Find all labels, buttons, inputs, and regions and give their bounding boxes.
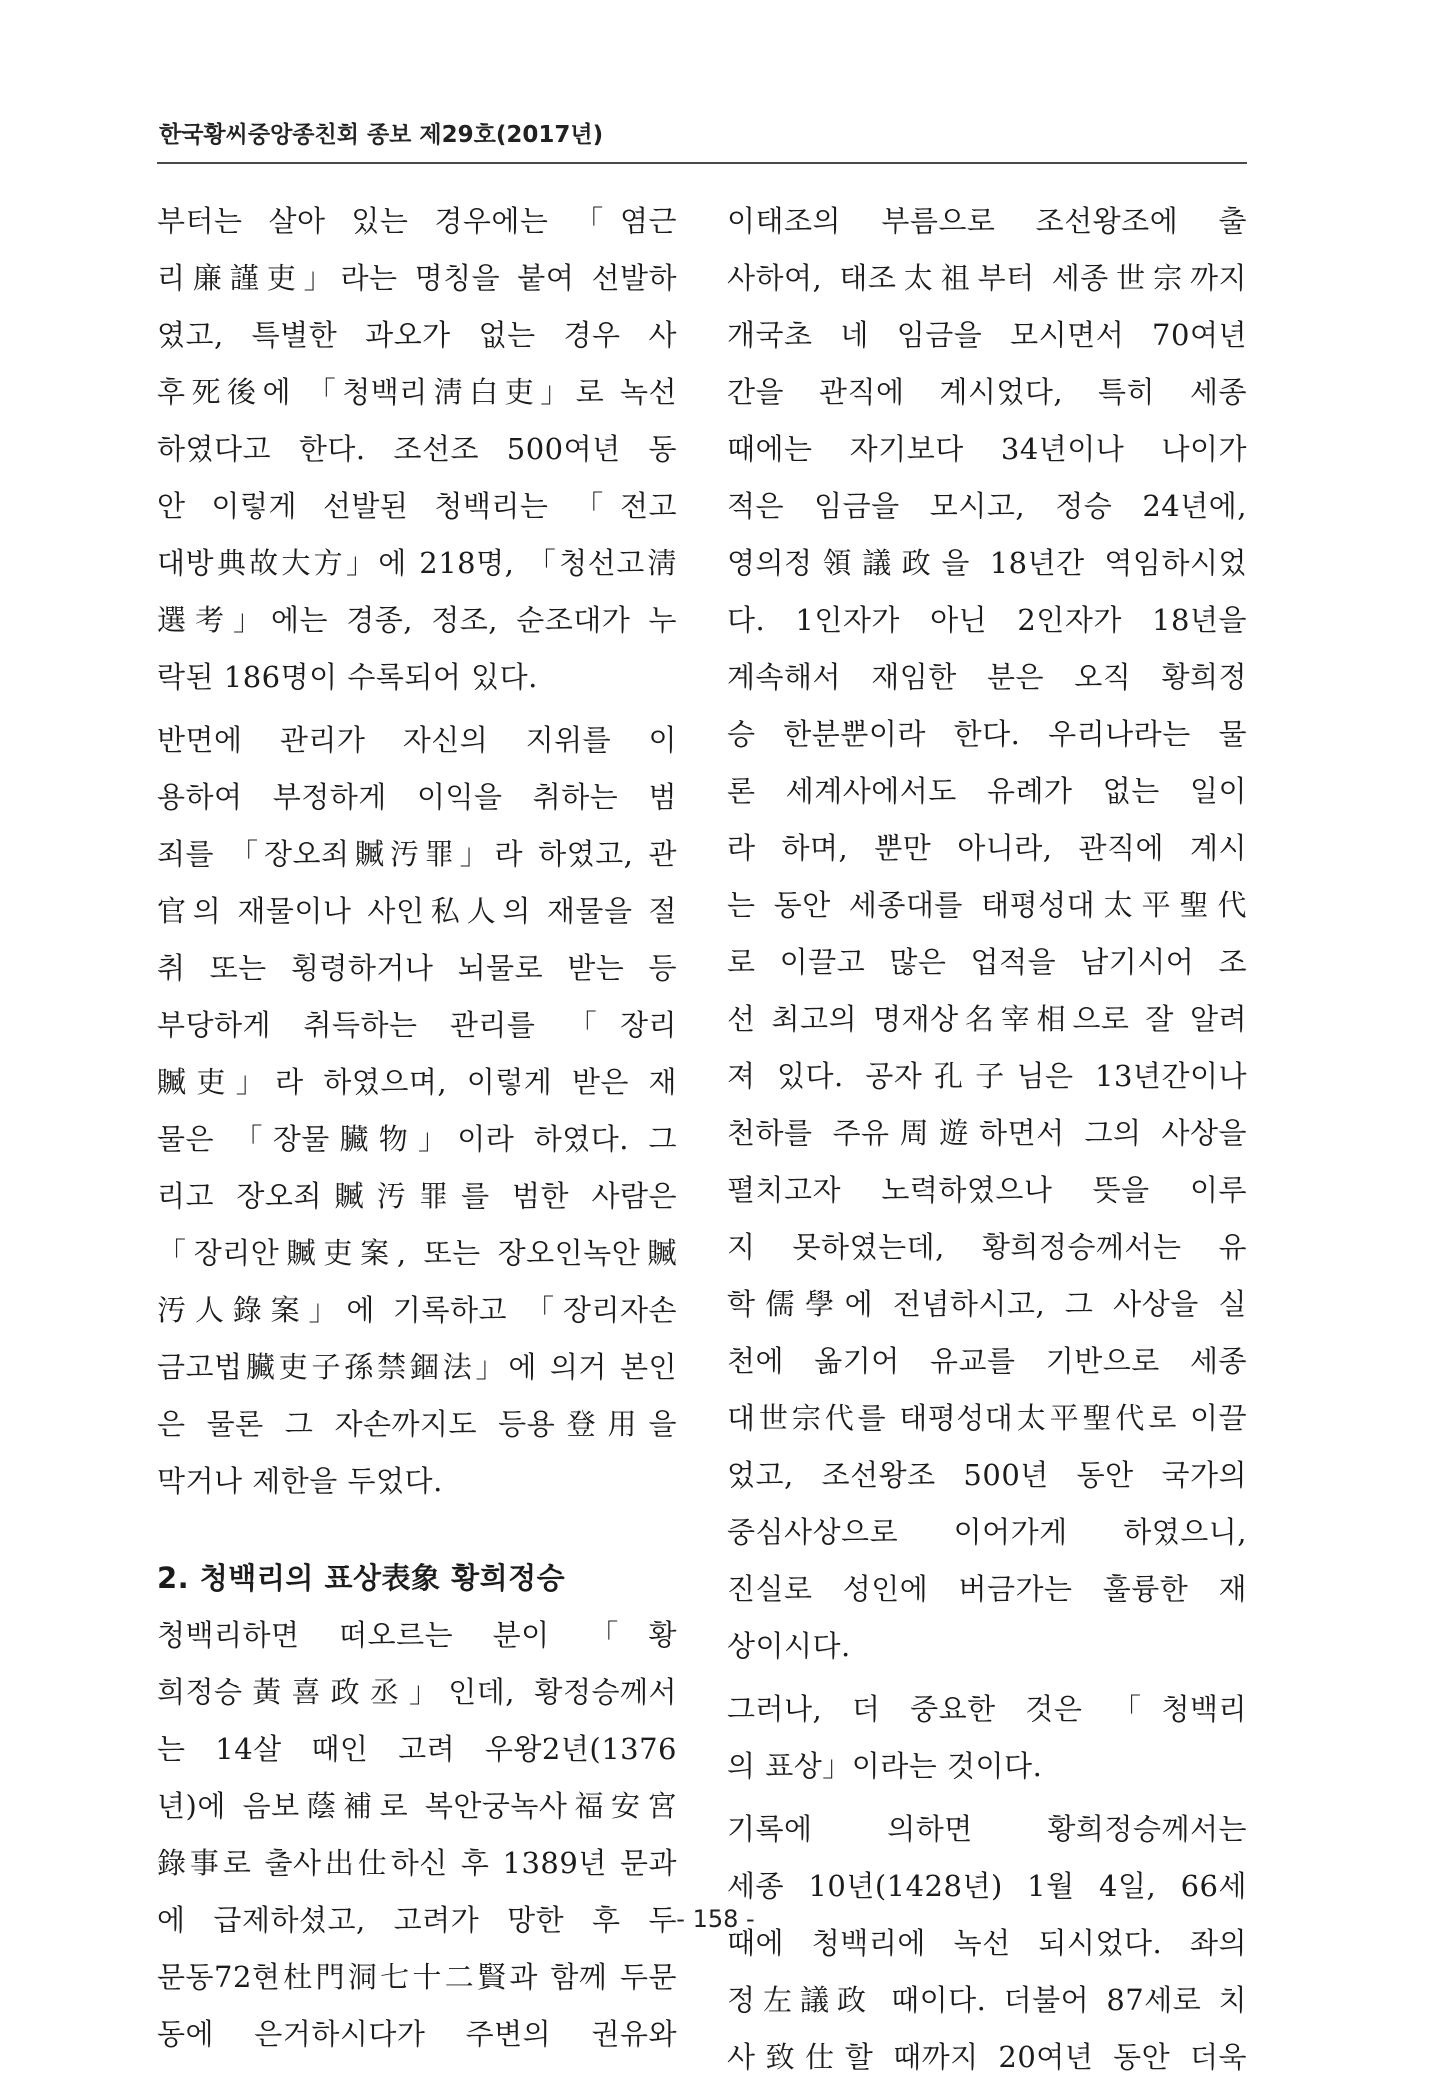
body-line: 천하를 주유周遊하면서 그의 사상을 (727, 1116, 1247, 1150)
body-line: 贓吏」라 하였으며, 이렇게 받은 재 (157, 1065, 677, 1099)
body-line: 부터는 살아 있는 경우에는 「염근 (157, 204, 677, 238)
body-line: 중심사상으로 이어가게 하였으니, (727, 1515, 1247, 1549)
body-line: 막거나 제한을 두었다. (157, 1464, 443, 1498)
body-line: 정左議政 때이다. 더불어 87세로 치 (727, 1983, 1247, 2017)
body-line: 용하여 부정하게 이익을 취하는 범 (157, 780, 677, 814)
body-line: 는 14살 때인 고려 우왕2년(1376 (157, 1732, 677, 1766)
body-line: 간을 관직에 계시었다, 특히 세종 (727, 375, 1247, 409)
body-line: 었고, 조선왕조 500년 동안 국가의 (727, 1458, 1247, 1492)
body-line: 지 못하였는데, 황희정승께서는 유 (727, 1230, 1247, 1264)
body-line: 부당하게 취득하는 관리를 「장리 (157, 1008, 677, 1042)
body-line: 계속해서 재임한 분은 오직 황희정 (727, 660, 1247, 694)
body-line: 개국초 네 임금을 모시면서 70여년 (727, 318, 1247, 352)
body-line: 는 동안 세종대를 태평성대太平聖代 (727, 888, 1247, 922)
publication-title: 한국황씨중앙종친회 종보 제29호(2017년) (159, 122, 604, 148)
body-line: 汚人錄案」에 기록하고 「장리자손 (157, 1293, 677, 1327)
body-line: 승 한분뿐이라 한다. 우리나라는 물 (727, 717, 1247, 751)
body-line: 리廉謹吏」라는 명칭을 붙여 선발하 (157, 261, 677, 295)
body-line: 져 있다. 공자孔子님은 13년간이나 (727, 1059, 1247, 1093)
body-line: 「장리안贓吏案, 또는 장오인녹안贓 (157, 1236, 677, 1270)
body-line: 사하여, 태조太祖부터 세종世宗까지 (727, 261, 1247, 295)
body-line: 기록에 의하면 황희정승께서는 (727, 1812, 1247, 1846)
body-line: 때에는 자기보다 34년이나 나이가 (727, 432, 1247, 466)
body-line: 청백리하면 떠오르는 분이 「황 (157, 1618, 677, 1652)
body-line: 官의 재물이나 사인私人의 재물을 절 (157, 894, 677, 928)
body-line: 사致仕할 때까지 20여년 동안 더욱 (727, 2040, 1247, 2074)
body-line: 대世宗代를 태평성대太平聖代로 이끌 (727, 1401, 1247, 1435)
body-line: 학儒學에 전념하시고, 그 사상을 실 (727, 1287, 1247, 1321)
body-line: 죄를 「장오죄贓汚罪」라 하였고, 관 (157, 837, 677, 871)
body-line: 진실로 성인에 버금가는 훌륭한 재 (727, 1572, 1247, 1606)
body-line: 選考」에는 경종, 정조, 순조대가 누 (157, 603, 677, 637)
body-line: 로 이끌고 많은 업적을 남기시어 조 (727, 945, 1247, 979)
body-line: 錄事로 출사出仕하신 후 1389년 문과 (157, 1846, 677, 1880)
body-line: 락된 186명이 수록되어 있다. (157, 660, 538, 694)
left-column (157, 193, 677, 2063)
body-line: 영의정領議政을 18년간 역임하시었 (727, 546, 1247, 580)
body-line: 후死後에 「청백리淸白吏」로 녹선 (157, 375, 677, 409)
body-line: 다. 1인자가 아닌 2인자가 18년을 (727, 603, 1247, 637)
blank-line (157, 1510, 677, 1550)
page-header (157, 112, 1247, 164)
body-line: 론 세계사에서도 유례가 없는 일이 (727, 774, 1247, 808)
page-number: - 158 - (676, 1905, 755, 1933)
body-line: 동에 은거하시다가 주변의 권유와 (157, 2017, 677, 2051)
body-line: 대방典故大方」에 218명, 「청선고淸 (157, 546, 677, 580)
body-line: 은 물론 그 자손까지도 등용登用을 (157, 1407, 677, 1441)
body-line: 년)에 음보蔭補로 복안궁녹사福安宮 (157, 1789, 677, 1823)
body-line: 였고, 특별한 과오가 없는 경우 사 (157, 318, 677, 352)
body-line: 천에 옮기어 유교를 기반으로 세종 (727, 1344, 1247, 1378)
body-line: 안 이렇게 선발된 청백리는 「전고 (157, 489, 677, 523)
body-line: 물은 「장물臟物」이라 하였다. 그 (157, 1122, 677, 1156)
body-line: 리고 장오죄贓汚罪를 범한 사람은 (157, 1179, 677, 1213)
body-line: 세종 10년(1428년) 1월 4일, 66세 (727, 1869, 1247, 1903)
body-line: 라 하며, 뿐만 아니라, 관직에 계시 (727, 831, 1247, 865)
section-heading: 2. 청백리의 표상表象 황희정승 (157, 1561, 566, 1595)
body-line: 희정승黃喜政丞」인데, 황정승께서 (157, 1675, 677, 1709)
body-line: 상이시다. (727, 1629, 851, 1663)
body-line: 에 급제하셨고, 고려가 망한 후 두 (157, 1903, 677, 1937)
body-line: 그러나, 더 중요한 것은 「청백리 (727, 1692, 1247, 1726)
right-column (727, 193, 1247, 2086)
body-line: 하였다고 한다. 조선조 500여년 동 (157, 432, 677, 466)
body-line: 반면에 관리가 자신의 지위를 이 (157, 723, 677, 757)
body-line: 때에 청백리에 녹선 되시었다. 좌의 (727, 1926, 1247, 1960)
body-line: 취 또는 횡령하거나 뇌물로 받는 등 (157, 951, 677, 985)
body-line: 이태조의 부름으로 조선왕조에 출 (727, 204, 1247, 238)
body-line: 금고법臟吏子孫禁錮法」에 의거 본인 (157, 1350, 677, 1384)
body-line: 적은 임금을 모시고, 정승 24년에, (727, 489, 1247, 523)
body-line: 선 최고의 명재상名宰相으로 잘 알려 (727, 1002, 1247, 1036)
body-line: 문동72현杜門洞七十二賢과 함께 두문 (157, 1960, 677, 1994)
body-line: 펼치고자 노력하였으나 뜻을 이루 (727, 1173, 1247, 1207)
body-line: 의 표상」이라는 것이다. (727, 1749, 1043, 1783)
